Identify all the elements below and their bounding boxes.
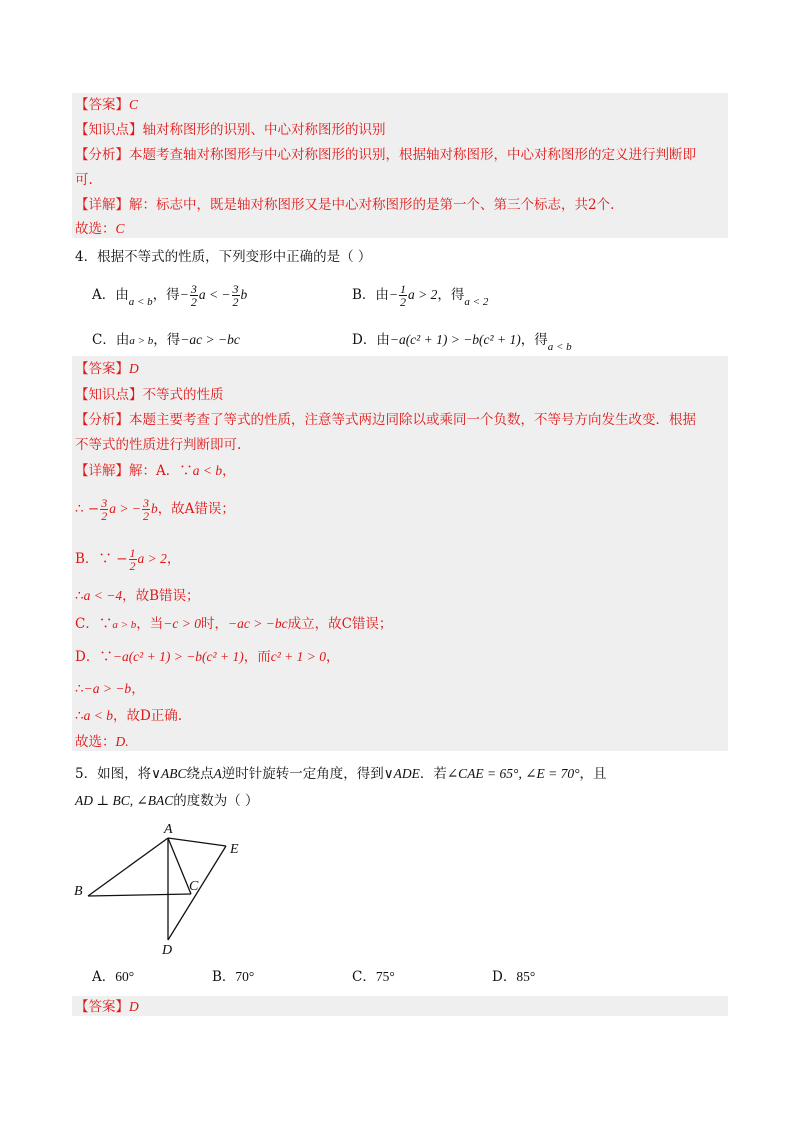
- option-condition: a > 2: [408, 287, 438, 302]
- stem-math: A: [213, 766, 222, 781]
- option-math: b: [240, 287, 248, 302]
- knowledge-text: 不等式的性质: [142, 387, 224, 403]
- fraction: [232, 283, 240, 308]
- label-point-a: A: [164, 822, 173, 837]
- label-point-d: D: [162, 943, 173, 958]
- q4-detail-d1: [75, 648, 339, 666]
- numerator: 1: [129, 546, 136, 560]
- option-condition: −a(c² + 1) > −b(c² + 1): [389, 332, 521, 347]
- option-value: 75°: [375, 969, 395, 984]
- fraction: [399, 283, 407, 308]
- option-result: a < b: [547, 341, 572, 353]
- q3-answer: [75, 96, 138, 114]
- choice-value: C: [115, 221, 125, 236]
- numerator: 3: [232, 282, 239, 296]
- fraction: [129, 547, 137, 572]
- label-point-c: C: [189, 879, 199, 894]
- detail-math: a < −4: [83, 588, 123, 603]
- detail-math: a < b: [83, 708, 113, 723]
- q4-choice: [75, 733, 129, 751]
- option-connector: ，得: [153, 332, 181, 348]
- detail-math: c² + 1 > 0: [270, 649, 326, 664]
- knowledge-text: 轴对称图形的识别、中心对称图形的识别: [142, 122, 386, 138]
- because: B．∵ −: [75, 551, 128, 567]
- q3-solution-block: [72, 93, 728, 238]
- q4-detail-b2: [75, 587, 200, 605]
- q5-triangle-figure: [70, 818, 270, 960]
- detail-text: 解：标志中，既是轴对称图形又是中心对称图形的是第一个、第三个标志，共2个.: [129, 197, 615, 213]
- q3-detail: [75, 196, 614, 214]
- minus-sign: −: [388, 287, 399, 302]
- q4-answer: [75, 360, 139, 378]
- option-label: A．由: [92, 287, 129, 303]
- detail-text: 成立，故C错误；: [287, 616, 393, 632]
- option-label: C．由: [92, 332, 130, 348]
- analysis-tag: 【分析】: [75, 412, 129, 428]
- stem-text: 绕点: [186, 766, 214, 782]
- q4-detail-a: [75, 462, 236, 480]
- answer-value: C: [129, 97, 139, 112]
- detail-tag: 【详解】: [75, 197, 129, 213]
- q4-detail-b1: [75, 547, 180, 572]
- detail-math: b: [150, 501, 158, 516]
- option-value: 70°: [235, 969, 255, 984]
- denominator: 2: [232, 295, 239, 309]
- analysis-tag: 【分析】: [75, 147, 129, 163]
- stem-text: 5．如图，将∨: [75, 766, 161, 782]
- stem-math: ABC: [160, 766, 187, 781]
- denominator: 2: [400, 295, 407, 309]
- option-label: D．由: [352, 332, 390, 348]
- stem-math: ∠CAE = 65°, ∠E = 70°: [446, 766, 580, 781]
- therefore: ∴ −: [75, 501, 100, 517]
- choice-label: 故选：: [75, 221, 116, 237]
- detail-text: 解：A．∵: [129, 463, 193, 479]
- denominator: 2: [129, 559, 136, 573]
- detail-text: ，故B错误；: [122, 588, 200, 604]
- answer-value: D: [129, 361, 139, 376]
- q4-stem: 4．根据不等式的性质，下列变形中正确的是（ ）: [75, 249, 372, 265]
- option-connector: ，得: [437, 287, 465, 303]
- option-math: a < −: [198, 287, 231, 302]
- detail-text: ，: [131, 681, 145, 697]
- option-result: −ac > −bc: [180, 332, 240, 347]
- q4-detail-d2: [75, 680, 145, 698]
- because: D．∵: [75, 649, 113, 665]
- stem-text: 的度数为（ ）: [173, 793, 259, 809]
- label-point-e: E: [230, 842, 239, 857]
- q4-detail-d3: [75, 707, 182, 725]
- q3-analysis-2: 可.: [75, 172, 93, 188]
- q5-stem-1: [75, 765, 607, 783]
- segment-bc: [88, 894, 191, 896]
- stem-math: ADE: [393, 766, 420, 781]
- detail-math: −ac > −bc: [228, 616, 288, 631]
- option-label: D．: [492, 969, 517, 985]
- q5-answer: [75, 998, 139, 1016]
- option-label: C．: [352, 969, 376, 985]
- option-result: a < 2: [464, 296, 489, 308]
- detail-math: a > b: [112, 619, 137, 631]
- q5-option-d: [492, 968, 535, 986]
- stem-math: AD ⊥ BC, ∠BAC: [75, 793, 174, 808]
- answer-tag: 【答案】: [75, 361, 129, 377]
- therefore: ∴: [75, 708, 84, 724]
- detail-text: ，故D正确.: [112, 708, 183, 724]
- therefore: ∴: [75, 588, 84, 604]
- stem-text: ．若: [419, 766, 447, 782]
- option-condition: a > b: [129, 335, 154, 347]
- detail-text: 时，: [201, 616, 228, 632]
- numerator: 3: [101, 496, 108, 510]
- detail-math: −a > −b: [83, 681, 132, 696]
- q3-analysis-1: [75, 146, 696, 164]
- detail-text: ，当: [136, 616, 164, 632]
- q4-analysis-2: 不等式的性质进行判断即可.: [75, 437, 242, 453]
- q5-solution-block: [72, 996, 728, 1016]
- q5-option-c: [352, 968, 395, 986]
- option-connector: ，得: [520, 332, 548, 348]
- option-value: 60°: [115, 969, 135, 984]
- option-label: A．: [92, 969, 116, 985]
- q4-knowledge: [75, 386, 224, 404]
- detail-math: a > 2: [137, 551, 167, 566]
- denominator: 2: [190, 295, 197, 309]
- analysis-text: 本题主要考查了等式的性质，注意等式两边同除以或乘同一个负数，不等号方向发生改变．根据: [129, 412, 696, 428]
- detail-text: ，而: [243, 649, 271, 665]
- q4-option-b: [352, 283, 488, 308]
- fraction: [190, 283, 198, 308]
- therefore: ∴: [75, 681, 84, 697]
- detail-math: −c > 0: [163, 616, 201, 631]
- detail-text: ，: [325, 649, 340, 665]
- answer-tag: 【答案】: [75, 999, 129, 1015]
- option-connector: ，得: [152, 287, 180, 303]
- knowledge-tag: 【知识点】: [75, 387, 143, 403]
- answer-tag: 【答案】: [75, 97, 129, 113]
- option-value: 85°: [516, 969, 536, 984]
- detail-math: a < b: [192, 463, 223, 478]
- option-label: B．: [212, 969, 236, 985]
- numerator: 1: [400, 282, 407, 296]
- label-point-b: B: [74, 884, 83, 899]
- segment-ac: [168, 838, 191, 894]
- q4-detail-a2: [75, 497, 235, 522]
- because: C．∵: [75, 616, 113, 632]
- denominator: 2: [101, 509, 108, 523]
- stem-text: 逆时针旋转一定角度，得到∨: [221, 766, 394, 782]
- q4-detail-c: [75, 615, 392, 634]
- q4-option-c: [92, 331, 240, 350]
- q4-option-d: [352, 331, 572, 353]
- q3-choice: [75, 220, 125, 238]
- numerator: 3: [142, 496, 149, 510]
- detail-text: ，: [166, 551, 181, 567]
- option-condition: a < b: [128, 296, 153, 308]
- knowledge-tag: 【知识点】: [75, 122, 143, 138]
- minus-sign: −: [179, 287, 189, 302]
- segment-ae: [168, 838, 226, 846]
- answer-value: D: [129, 999, 139, 1014]
- fraction: [100, 497, 108, 522]
- q5-option-b: [212, 968, 254, 986]
- option-label: B．由: [352, 287, 389, 303]
- fraction: [142, 497, 150, 522]
- q5-option-a: [92, 968, 134, 986]
- choice-value: D.: [115, 734, 129, 749]
- q4-analysis-1: [75, 411, 696, 429]
- numerator: 3: [190, 282, 197, 296]
- segment-ab: [88, 838, 168, 896]
- choice-label: 故选：: [75, 734, 116, 750]
- stem-text: ，且: [579, 766, 607, 782]
- analysis-text: 本题考查轴对称图形与中心对称图形的识别，根据轴对称图形，中心对称图形的定义进行判断即: [129, 147, 696, 163]
- detail-text: ，: [222, 463, 236, 479]
- denominator: 2: [142, 509, 149, 523]
- detail-text: ，故A错误；: [157, 501, 235, 517]
- q3-knowledge: [75, 121, 386, 139]
- q4-option-a: [92, 283, 247, 308]
- detail-math: a > −: [109, 501, 141, 516]
- detail-tag: 【详解】: [75, 463, 129, 479]
- q5-stem-2: [75, 792, 259, 810]
- detail-math: −a(c² + 1) > −b(c² + 1): [112, 649, 244, 664]
